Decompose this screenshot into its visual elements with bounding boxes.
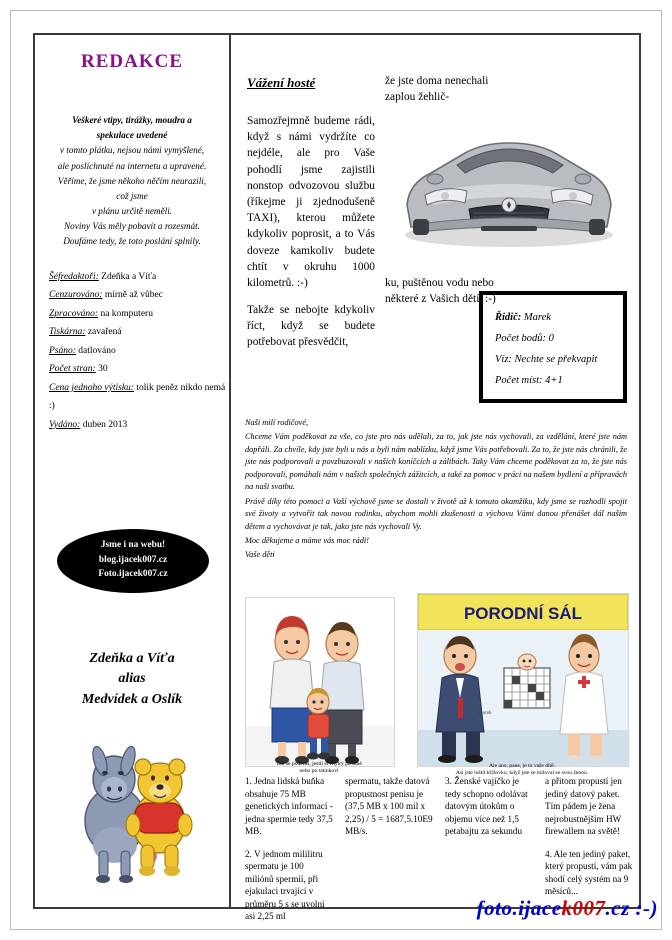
fact-3-cont: a přitom propustí jen jediný datový paket. Tím pádem je žena nejrobustnějším HW firewallem na světě! <box>545 776 622 837</box>
credit-value-price: tolik peněz nikdo nemá :) <box>49 382 226 412</box>
driver-row-name <box>495 307 623 328</box>
credit-row-written <box>49 342 227 361</box>
guests-paragraph-2: Takže se nebojte kdykoliv říct, když se budete potřebovat přesvědčit, <box>247 304 375 349</box>
intro-line-4: ale poslíchnuté na internetu a upravené. <box>57 160 207 171</box>
signature-alias-word: alias <box>118 671 146 687</box>
facts-column-1 <box>245 775 333 933</box>
driver-row-points <box>495 328 623 349</box>
driver-value-car: Nechte se překvapit <box>514 354 598 365</box>
web-badge-foto-link[interactable]: Foto.ijacek007.cz <box>98 569 168 580</box>
credit-label-issued: Vydáno: <box>49 419 81 430</box>
footer-watermark <box>366 896 664 932</box>
credit-row-issued <box>49 416 227 435</box>
web-badge[interactable] <box>57 529 209 593</box>
driver-info-box <box>479 291 627 403</box>
driver-row-car <box>495 349 623 370</box>
fact-2-cont: spermatu, takže datová propustnost penisu je (37,5 MB x 100 mil x 2,25) / 5 = 1687,5.10E9 MB/s. <box>345 776 433 837</box>
credit-row-editors <box>49 268 227 287</box>
credit-value-written: datlováno <box>78 345 116 356</box>
footer-logo-post: .cz :-) <box>605 896 658 920</box>
paper-sheet <box>10 10 662 930</box>
credit-label-printer: Tiskárna: <box>49 327 86 338</box>
credit-label-censored: Cenzurováno: <box>49 290 103 301</box>
svg-text:Javorek: Javorek <box>476 711 492 716</box>
driver-value-points: 0 <box>548 333 554 344</box>
credit-value-editors: Zdeňka a Víťa <box>101 271 157 282</box>
web-badge-line-1: Jsme i na webu! <box>100 540 166 550</box>
editorial-intro <box>47 113 217 250</box>
driver-label-points: Počet bodů: <box>495 333 547 344</box>
intro-line-6: což jsme <box>116 190 148 201</box>
credit-value-printer: zavařená <box>87 327 122 338</box>
thanks-to-parents-text <box>245 417 627 564</box>
credit-label-written: Psáno: <box>49 345 76 356</box>
intro-line-3: v tomto plátku, nejsou námi vymyšlené, <box>59 145 205 156</box>
parents-body-1: Chceme Vám poděkovat za vše, co jste pro nás udělali, za to, jak jste nás vychovali, za vzdělání, které jste nám dopřáli. Za chvíle, kdy jste byli u nás a byli nám nablízku, když jsme Vás potřebovali. Za to, že jste nás chránili, že jste nás podporovali a povzbuzovali v našich koníčcích a zálibách. Taky Vám chceme poděkovat za to, že jste nás podporovali, pomáhali nám v našich společných zážitcích, a také za pomoc v práci na našem bydlení a přípravách na naši svatbu. <box>245 432 627 492</box>
credit-row-printer <box>49 323 227 342</box>
signature-block <box>37 649 227 710</box>
guests-text-column-b-bottom: ku, puštěnou vodu nebo některé z Vašich dětí. :-) <box>385 277 496 306</box>
guests-text-column-a <box>247 113 375 362</box>
guests-heading: Vážení hosté <box>247 75 316 90</box>
guests-paragraph-1: Samozřejmně budeme rádi, když s námi vydržíte co nejdéle, ale pro Vaše pohodlí jsme zajistili nonstop odvozovou službu (říkejme ji zjednodušeně TAXI), kterou můžete kdykoliv poprosit, a to Vás doveze kamkoliv budete chtít v okruhu 1000 kilometrů. :-) <box>247 115 375 289</box>
fact-3: 3. Ženské vajíčko je tedy schopno odolávat datovým útokům o objemu více než 1,5 petabajtu za sekundu <box>445 776 528 837</box>
car-photo <box>387 109 627 259</box>
credit-value-pages: 30 <box>98 364 108 375</box>
parents-body-2: Právě díky této pomoci a Vaší výchově jsme se dostali v životě až k tomuto okamžiku, kdy jsme se rozhodli spojit své životy a vytvořit tak novou rodinku, abychom mohli zkušenosti a výchovu Vámi danou přenášet dál našim dětem a vychovávat je tak, jako jste nás vychovali Vy. <box>245 496 627 531</box>
parents-greeting: Naši milí rodičové, <box>245 418 309 427</box>
credit-label-editors: Šéfredaktoři: <box>49 271 99 282</box>
intro-line-2: spekulace uvedené <box>96 130 168 141</box>
credit-label-price: Cena jednoho výtisku: <box>49 382 134 393</box>
comic1-caption-line-2: nebo po tatínkovi <box>299 767 339 774</box>
driver-label-name: Řidič: <box>495 312 522 323</box>
intro-line-9: Doufáme tedy, že toto poslání splnily. <box>63 236 201 247</box>
left-column <box>37 37 227 905</box>
guests-text-column-b-top: že jste doma nenechali zaplou žehlič- <box>385 75 489 104</box>
driver-label-seats: Počet míst: <box>495 375 543 386</box>
facts-column-2 <box>345 775 433 848</box>
credit-row-pages <box>49 360 227 379</box>
driver-row-seats <box>495 370 623 391</box>
fact-4: 4. Ale ten jediný paket, který propustí, vám pak shodí celý systém na 9 měsíců... <box>545 848 633 897</box>
comic2-caption-line-1: Ale ano, pane, je to vaše dítě. <box>488 763 555 769</box>
credit-value-processed: na komputeru <box>100 308 153 319</box>
footer-logo-pre: foto.ijace <box>476 896 562 920</box>
credit-row-price <box>49 379 227 416</box>
pooh-eeyore-illustration <box>71 725 201 890</box>
credits-list <box>49 268 227 435</box>
page-title: REDAKCE <box>80 51 183 72</box>
cartoon-mother <box>270 616 314 764</box>
intro-line-7: v plánu určitě neměli. <box>91 206 173 217</box>
fact-1: 1. Jedna lidská buňka obsahuje 75 MB genetických informací - jedna spermie tedy 37,5 MB. <box>245 776 333 837</box>
credit-row-censored <box>49 286 227 305</box>
comic-delivery-room-cartoon <box>417 593 629 767</box>
credit-value-issued: duben 2013 <box>82 419 128 430</box>
fact-2: 2. V jednom mililitru spermatu je 100 miliónů spermií, při ejakulaci trvající v průměru 5 s se uvolní asi 2,25 ml <box>245 848 325 922</box>
intro-line-1: Veškeré vtipy, tirážky, moudra a <box>72 115 192 125</box>
parents-body-3: Moc děkujeme a máme vás moc rádi! <box>245 535 369 545</box>
parents-signature: Vaše děti <box>245 550 275 560</box>
comic2-caption-line-2: Asi jste luštil křížovku, když jste se miloval se svou ženou. <box>455 769 589 776</box>
footer-logo-highlight: k007 <box>561 896 606 920</box>
credit-label-processed: Zpracováno: <box>49 308 99 319</box>
comic1-caption-line-1: Tak se podíváš, jestli si chytrý po mně <box>276 761 362 767</box>
credit-value-censored: mírně až vůbec <box>104 290 163 301</box>
intro-line-8: Noviny Vás měly pobavit a rozesmát. <box>64 221 200 232</box>
driver-value-seats: 4+1 <box>545 375 563 386</box>
driver-value-name: Marek <box>523 312 551 323</box>
facts-column-3 <box>445 775 533 848</box>
driver-label-car: Víz: <box>495 354 512 365</box>
comic1-caption <box>245 761 393 775</box>
signature-names: Zdeňka a Víťa <box>89 651 175 666</box>
credit-label-pages: Počet stran: <box>49 364 96 375</box>
facts-column-4 <box>545 775 633 908</box>
credit-row-processed <box>49 305 227 324</box>
web-badge-blog-link[interactable]: blog.ijacek007.cz <box>98 554 168 565</box>
comic2-title-text: PORODNÍ SÁL <box>463 604 583 623</box>
comic-family-cartoon <box>245 597 395 767</box>
intro-line-5: Věříme, že jsme někoho něčím neurazili, <box>57 175 207 186</box>
signature-nicknames: Medvídek a Oslík <box>81 691 183 707</box>
column-divider <box>229 35 231 907</box>
